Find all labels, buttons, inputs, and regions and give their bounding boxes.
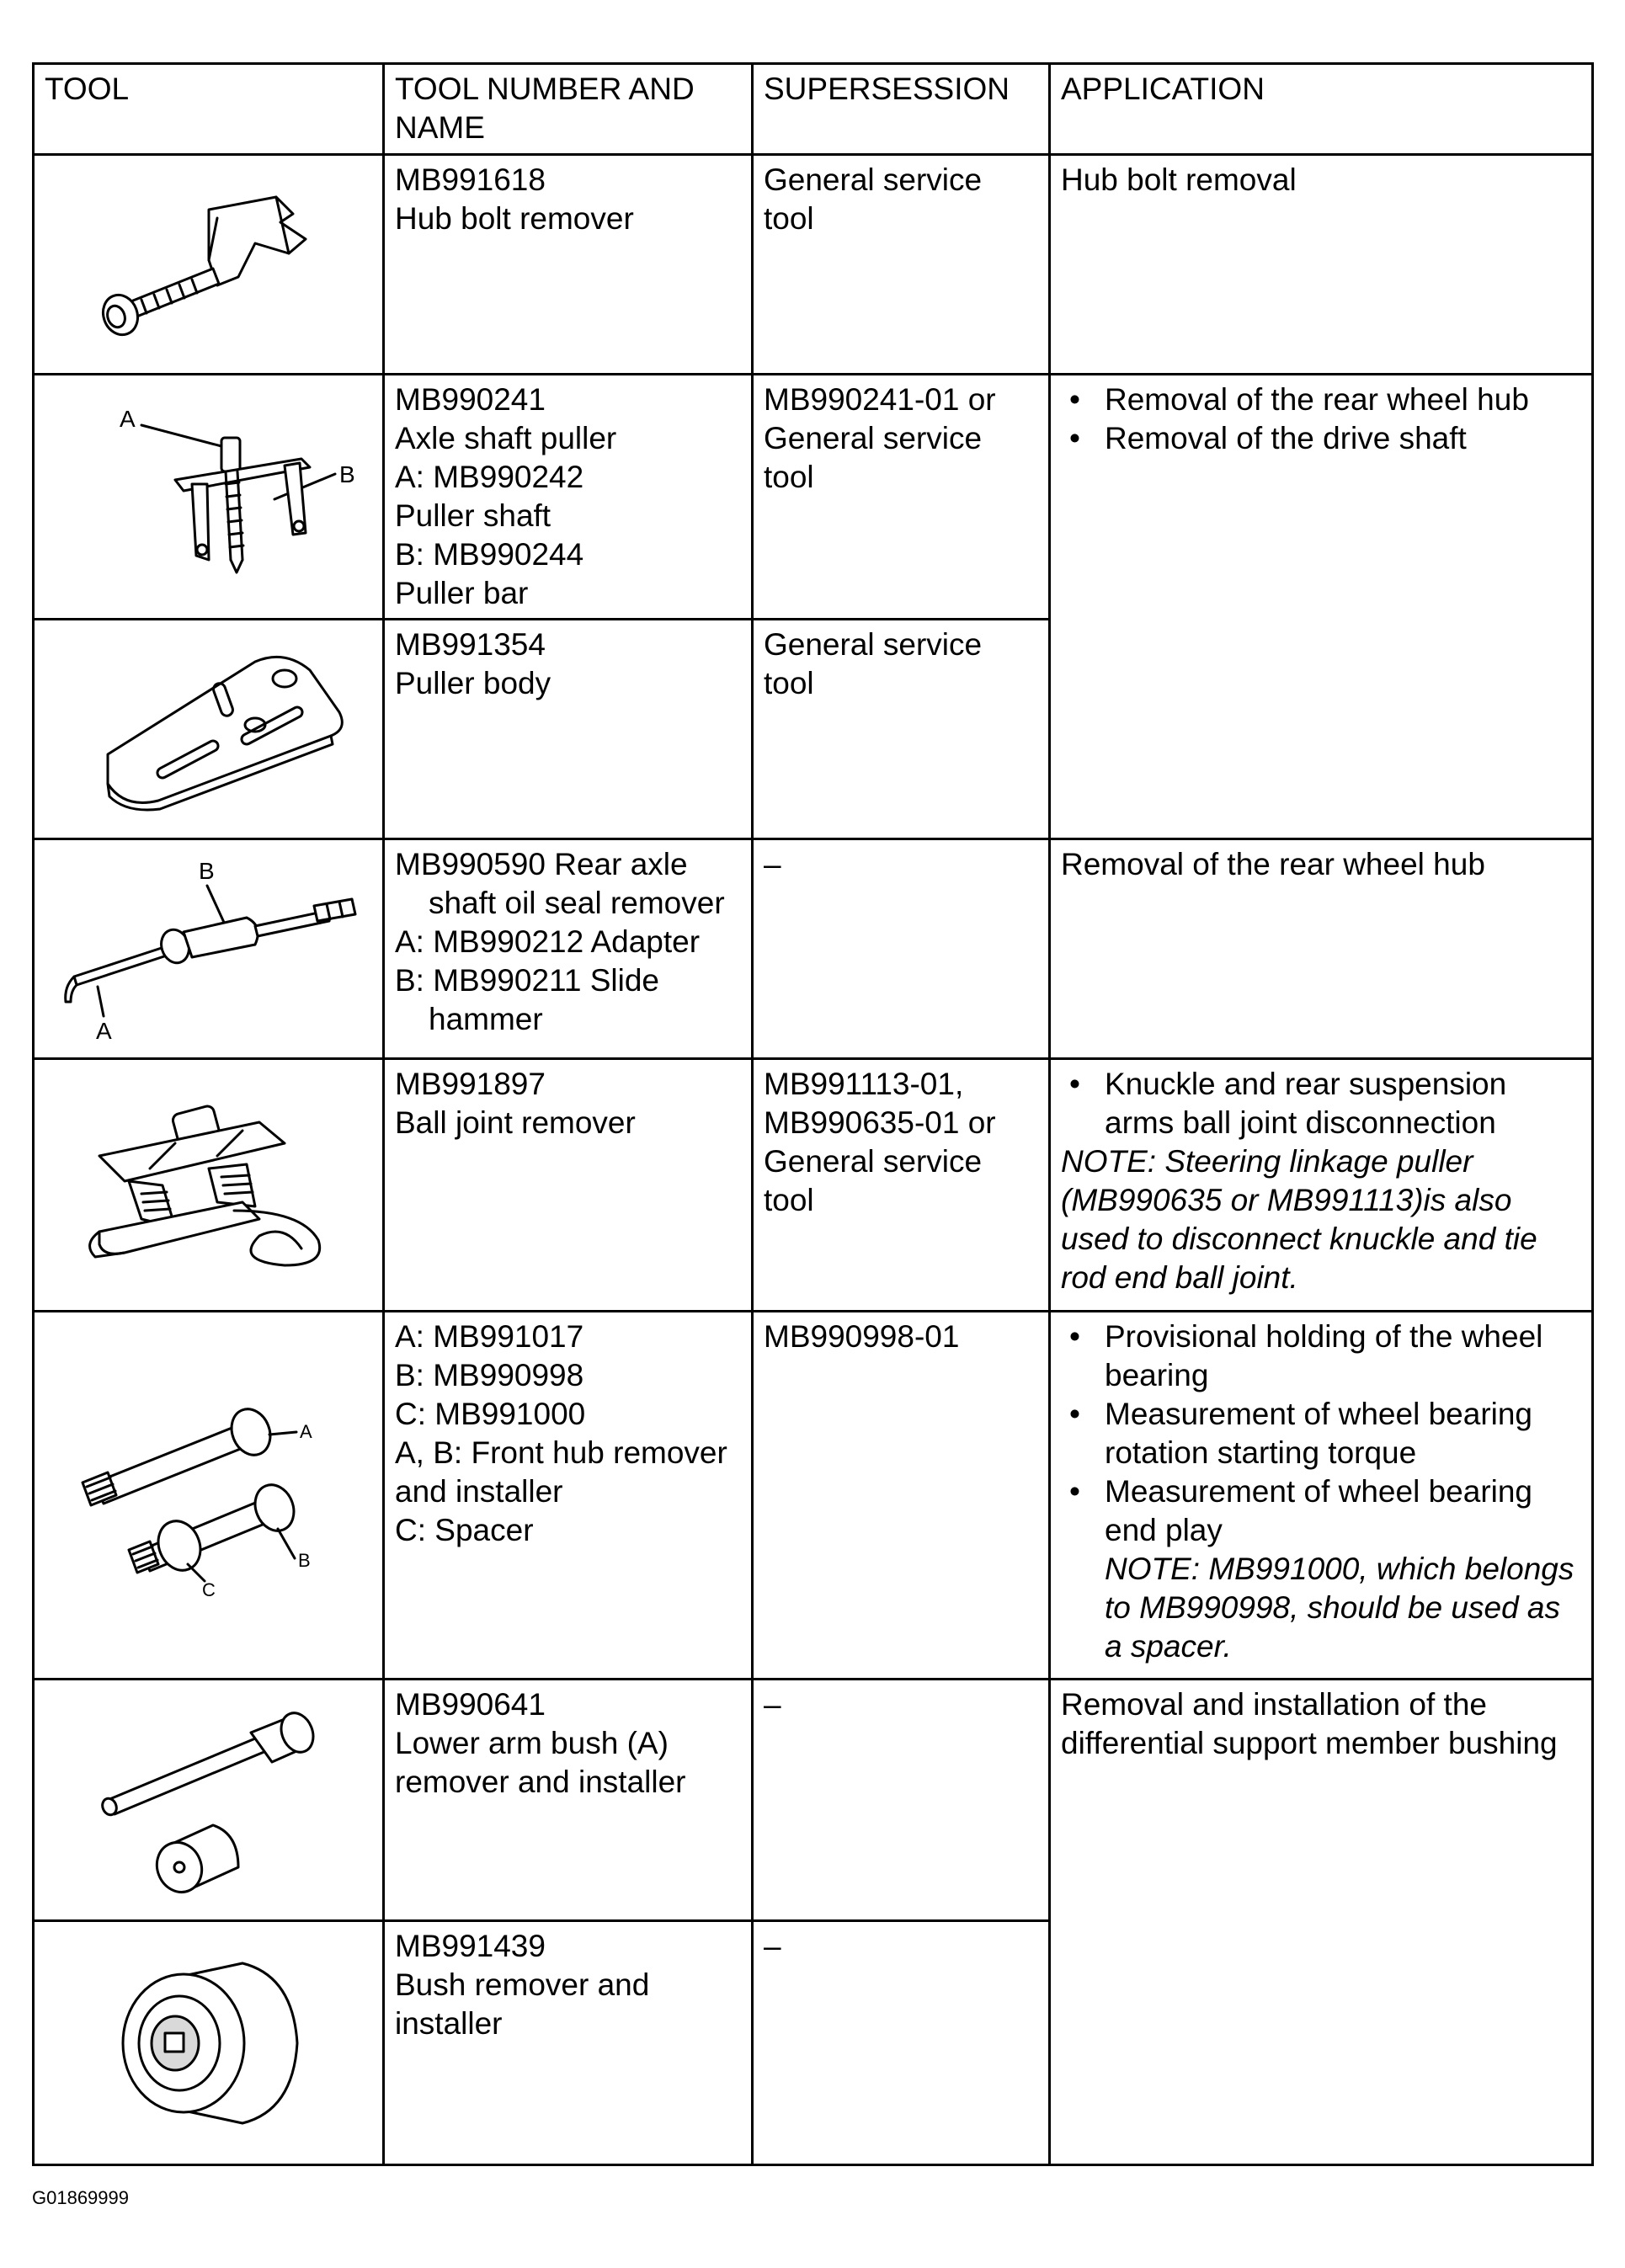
callout-a: A [119,406,136,432]
supersession-cell [753,839,1050,1059]
supersession-text: tool [764,666,814,700]
tool-name: remover and installer [395,1765,686,1799]
tool-number: MB991439 [395,1929,546,1963]
application-list [1061,1065,1583,1142]
table-row [34,839,1593,1059]
callout-b: B [198,858,215,884]
table-row [34,1059,1593,1312]
tool-number-cell [384,375,753,620]
application-cell [1050,1312,1593,1680]
tool-image-cell [34,155,384,375]
supersession-text: General service [764,421,983,455]
component-number: A: MB990242 [395,460,584,494]
tool-image-cell [34,375,384,620]
table-row [34,1680,1593,1921]
header-supersession: SUPERSESSION [753,64,1050,155]
application-list [1061,1318,1583,1550]
component-name: Puller shaft [395,498,551,533]
supersession-cell [753,620,1050,839]
application-item: • Knuckle and rear suspension arms ball joint disconnection [1061,1065,1583,1142]
callout-b: B [338,461,355,487]
application-item: • Measurement of wheel bearing end play [1061,1472,1583,1550]
tool-number-cell [384,1059,753,1312]
tool-number-cell [384,1680,753,1921]
tool-name: installer [395,2006,503,2041]
tool-name: Lower arm bush (A) [395,1726,669,1760]
application-text: Removal and installation of the differential support member bushing [1061,1687,1558,1760]
tool-name: A, B: Front hub remover and installer [395,1435,727,1509]
callout-a: A [95,1018,112,1044]
supersession-text: tool [764,460,814,494]
tool-number-and-name: MB990590 Rear axle shaft oil seal remover [395,847,725,920]
hub-bolt-remover-icon [83,176,335,353]
supersession-text: General service [764,162,983,197]
puller-body-icon [57,645,360,813]
tool-name: Puller body [395,666,551,700]
callout-c: C [201,1579,216,1600]
tool-name: Axle shaft puller [395,421,617,455]
tool-number: MB991354 [395,627,546,662]
supersession-text: – [764,1687,781,1722]
tool-number: MB990241 [395,382,546,417]
supersession-text: General service [764,627,983,662]
tool-image-cell [34,1312,384,1680]
header-application: APPLICATION [1050,64,1593,155]
tool-image-cell [34,1921,384,2165]
application-note: NOTE: MB991000, which belongs to MB990998, should be used as a spacer. [1105,1552,1574,1664]
tool-number-cell [384,1312,753,1680]
supersession-text: tool [764,1183,814,1217]
lower-arm-bush-remover-icon [57,1699,360,1901]
tool-number-cell [384,155,753,375]
application-item: • Removal of the rear wheel hub [1061,381,1583,419]
supersession-text: tool [764,201,814,236]
supersession-text: MB990241-01 or [764,382,996,417]
supersession-text: MB990635-01 or [764,1105,996,1140]
application-item: • Removal of the drive shaft [1061,419,1583,458]
component-number: C: MB991000 [395,1397,586,1431]
component-number: A: MB991017 [395,1319,584,1354]
header-tool: TOOL [34,64,384,155]
bush-remover-installer-icon [74,1942,344,2144]
callout-b: B [297,1550,311,1571]
supersession-cell [753,1059,1050,1312]
supersession-cell [753,1680,1050,1921]
axle-shaft-puller-icon [49,400,369,594]
application-cell [1050,155,1593,375]
tool-number-cell [384,839,753,1059]
supersession-text: MB991113-01, [764,1067,964,1101]
tool-name: Ball joint remover [395,1105,636,1140]
supersession-text: MB990998-01 [764,1319,960,1354]
tool-number-cell [384,620,753,839]
ball-joint-remover-icon [49,1084,369,1286]
application-list [1061,381,1583,458]
oil-seal-remover-icon [49,852,369,1046]
application-item: • Measurement of wheel bearing rotation starting torque [1061,1395,1583,1472]
tool-image-cell [34,1059,384,1312]
application-note: NOTE: Steering linkage puller (MB990635 or MB991113)is also used to disconnect knuckle and tie rod end ball joint. [1061,1144,1537,1295]
supersession-cell [753,155,1050,375]
table-row [34,155,1593,375]
supersession-text: General service [764,1144,983,1179]
application-cell [1050,1680,1593,2165]
tool-image-cell [34,620,384,839]
tool-number-cell [384,1921,753,2165]
header-tool-number-and-name: TOOL NUMBER AND NAME [384,64,753,155]
supersession-text: – [764,847,781,881]
application-cell [1050,1059,1593,1312]
application-item: • Provisional holding of the wheel bearing [1061,1318,1583,1395]
front-hub-remover-installer-icon [49,1386,369,1605]
component-number-and-name: B: MB990211 Slide hammer [395,963,660,1036]
application-cell [1050,375,1593,839]
table-header-row [34,64,1593,155]
application-text: Hub bolt removal [1061,162,1297,197]
tool-image-cell [34,839,384,1059]
supersession-cell [753,1312,1050,1680]
supersession-cell [753,375,1050,620]
callout-a: A [299,1421,312,1442]
table-row [34,375,1593,620]
application-cell [1050,839,1593,1059]
component-name: Puller bar [395,576,529,610]
supersession-cell [753,1921,1050,2165]
tool-number: MB991618 [395,162,546,197]
application-text: Removal of the rear wheel hub [1061,847,1485,881]
component-number-and-name: A: MB990212 Adapter [395,924,701,959]
tool-name: Hub bolt remover [395,201,634,236]
component-name: C: Spacer [395,1513,534,1547]
supersession-text: – [764,1929,781,1963]
component-number: B: MB990244 [395,537,584,572]
component-number: B: MB990998 [395,1358,584,1392]
tool-number: MB990641 [395,1687,546,1722]
table-row [34,1312,1593,1680]
tool-number: MB991897 [395,1067,546,1101]
figure-id: G01869999 [32,2187,129,2208]
special-tools-table [32,62,1594,2166]
tool-name: Bush remover and [395,1967,650,2002]
tool-image-cell [34,1680,384,1921]
